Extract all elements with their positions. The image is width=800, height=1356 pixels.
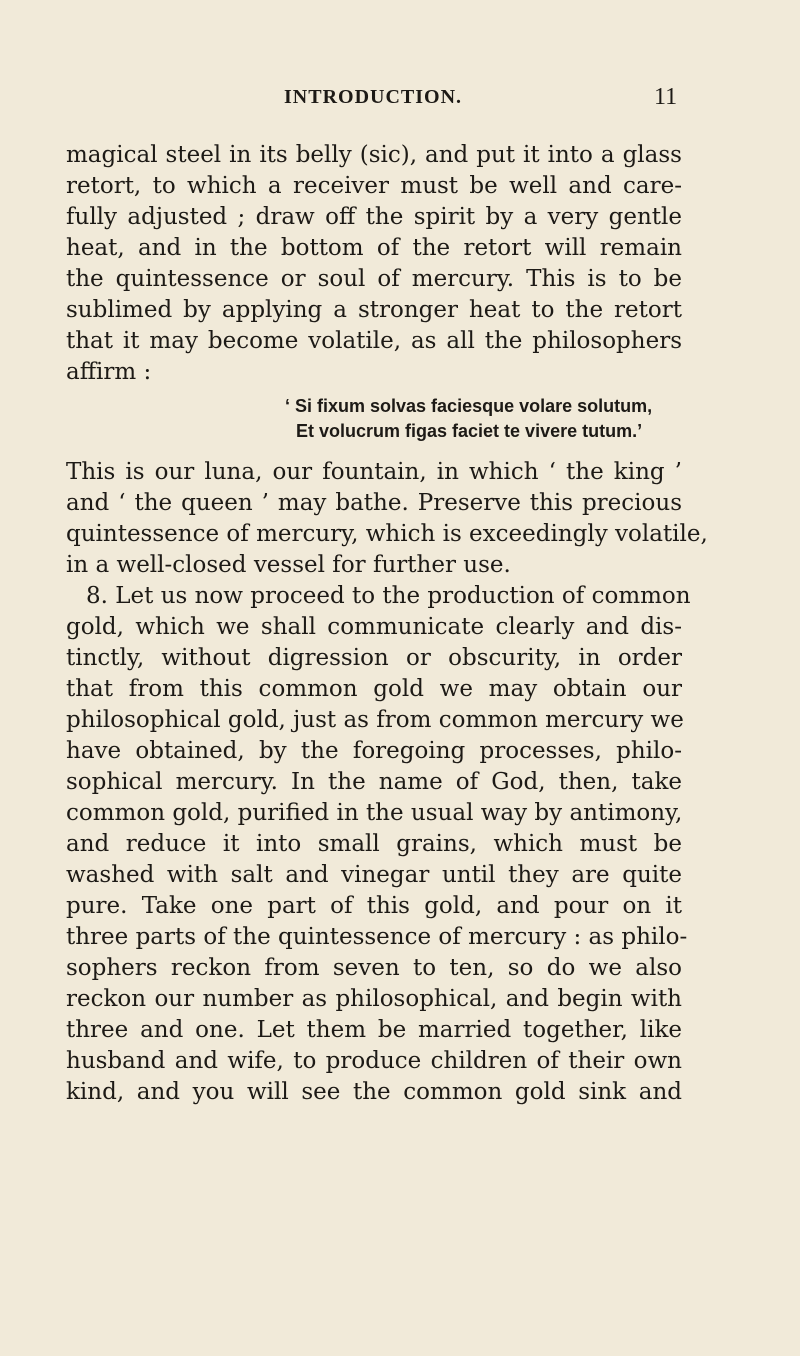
- text-line: have obtained, by the foregoing processes, philo-: [66, 738, 682, 764]
- text-line: the quintessence or soul of mercury. This is to be: [66, 266, 682, 292]
- paragraph-start-line: 8. Let us now proceed to the production of common: [86, 583, 691, 609]
- text-line: common gold, purified in the usual way by antimony,: [66, 800, 683, 826]
- text-line: tinctly, without digression or obscurity, in order: [66, 645, 682, 671]
- text-line: three parts of the quintessence of mercury : as philo-: [66, 924, 688, 950]
- text-line: sophical mercury. In the name of God, then, take: [66, 769, 682, 795]
- text-line: kind, and you will see the common gold sink and: [66, 1079, 682, 1105]
- text-line: washed with salt and vinegar until they are quite: [66, 862, 682, 888]
- text-line: affirm :: [66, 359, 152, 385]
- text-line: three and one. Let them be married together, like: [66, 1017, 682, 1043]
- text-line: magical steel in its belly (sic), and put it into a glass: [66, 142, 682, 168]
- text-line: This is our luna, our fountain, in which ‘ the king ’: [66, 459, 682, 485]
- text-line: heat, and in the bottom of the retort will remain: [66, 235, 682, 261]
- text-line: that from this common gold we may obtain our: [66, 676, 682, 702]
- text-line: fully adjusted ; draw off the spirit by a very gentle: [66, 204, 682, 230]
- text-line: that it may become volatile, as all the philosophers: [66, 328, 682, 354]
- text-line: and reduce it into small grains, which must be: [66, 831, 682, 857]
- text-line: quintessence of mercury, which is exceedingly volatile,: [66, 521, 708, 547]
- latin-quote-line: ‘ Si fixum solvas faciesque volare solutum,: [285, 396, 653, 416]
- latin-quote-line: Et volucrum figas faciet te vivere tutum.’: [296, 421, 643, 441]
- running-title: INTRODUCTION.: [284, 86, 463, 108]
- text-line: gold, which we shall communicate clearly and dis-: [66, 614, 682, 640]
- text-line: in a well-closed vessel for further use.: [66, 552, 511, 578]
- text-line: retort, to which a receiver must be well and care-: [66, 173, 682, 199]
- text-line: reckon our number as philosophical, and begin with: [66, 986, 682, 1012]
- text-line: pure. Take one part of this gold, and pour on it: [66, 893, 682, 919]
- text-line: philosophical gold, just as from common mercury we: [66, 707, 684, 733]
- text-line: sublimed by applying a stronger heat to the retort: [66, 297, 682, 323]
- text-line: husband and wife, to produce children of their own: [66, 1048, 682, 1074]
- text-line: sophers reckon from seven to ten, so do we also: [66, 955, 682, 981]
- page-number: 11: [654, 84, 678, 110]
- text-line: and ‘ the queen ’ may bathe. Preserve this precious: [66, 490, 682, 516]
